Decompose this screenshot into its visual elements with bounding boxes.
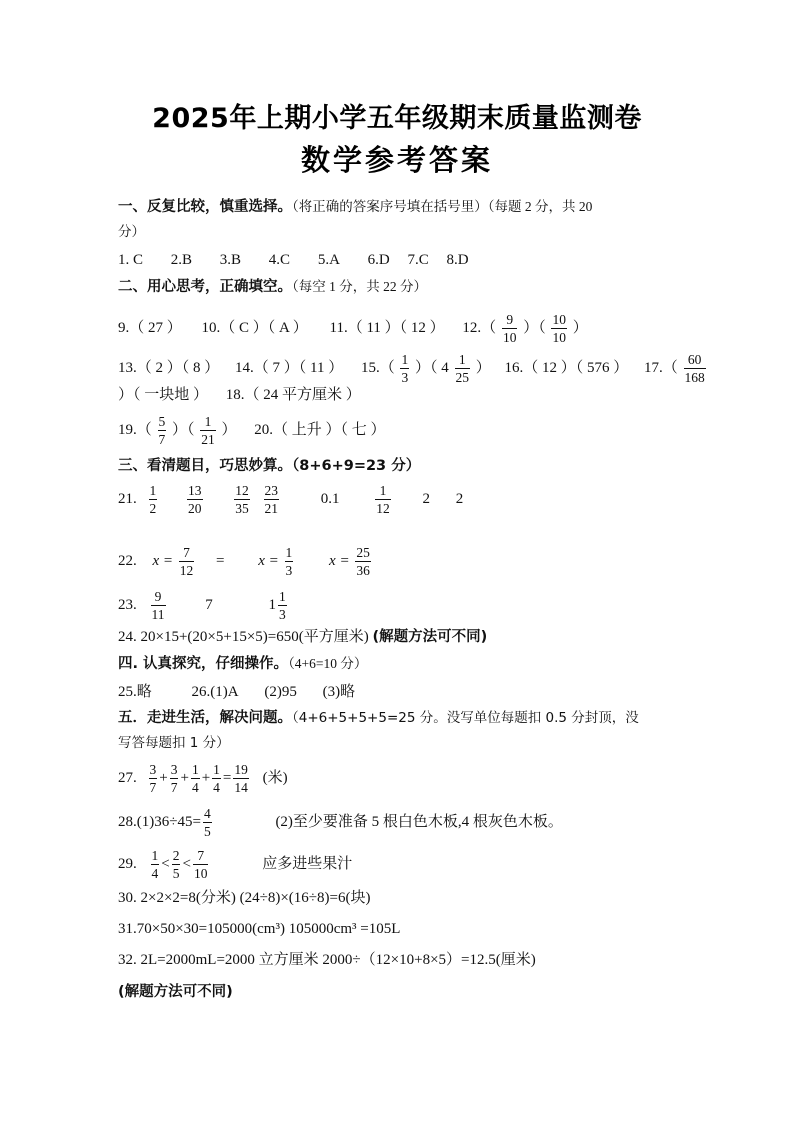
numerator: 9	[151, 589, 166, 606]
section-5-note: （4+6+5+5+5=25 分。没写单位每题扣 0.5 分封顶，没	[292, 710, 639, 726]
numerator: 1	[151, 848, 159, 863]
q22-fraction-1	[179, 545, 195, 578]
denominator: 168	[684, 370, 705, 385]
answer-8: 8.D	[446, 252, 469, 268]
q22-x-2: x =	[258, 552, 279, 569]
denominator: 10	[193, 866, 208, 881]
q12-fraction-1	[502, 312, 518, 345]
q27-fraction-1	[149, 762, 158, 795]
numerator: 1	[279, 589, 286, 604]
q31-answer: 31.70×50×30=105000(cm³) 105000cm³ =105L	[118, 921, 401, 937]
numerator: 7	[179, 545, 195, 562]
denominator: 11	[151, 607, 165, 622]
q17-label: 17.（	[644, 359, 678, 376]
section-5-header	[118, 708, 639, 728]
section-1-note: （将正确的答案序号填在括号里）（每题 2 分，共 20	[292, 199, 593, 214]
final-note: (解题方法可不同)	[118, 984, 233, 1000]
denominator: 7	[158, 432, 166, 447]
section-1-header	[118, 197, 592, 217]
answers-17-18	[118, 385, 361, 405]
q11-answer: 11.（ 11 ）（ 12 ）	[329, 319, 445, 336]
section-5-heading: 五．走进生活，解决问题。	[118, 710, 292, 726]
q21-row	[118, 483, 463, 516]
denominator: 12	[179, 563, 194, 578]
q21-fraction-5	[375, 483, 391, 516]
q30-answer: 30. 2×2×2=8(分米) (24÷8)×(16÷8)=6(块)	[118, 890, 371, 906]
section-2-heading: 二、用心思考，正确填空。	[118, 279, 292, 295]
denominator: 7	[170, 780, 178, 795]
numerator: 1	[285, 545, 293, 560]
q23-fraction-2	[278, 589, 287, 622]
numerator: 3	[149, 762, 157, 777]
answer-6: 6.D	[367, 252, 390, 268]
denominator: 3	[279, 607, 286, 622]
plus-sign: +	[201, 769, 211, 786]
answer-7: 7.C	[407, 252, 429, 268]
q23-whole: 1	[268, 596, 276, 613]
q19-fraction-1	[158, 414, 167, 447]
q27-unit: (米)	[262, 769, 288, 786]
numerator: 1	[213, 762, 220, 777]
q22-label: 22.	[118, 552, 137, 569]
numerator: 10	[552, 312, 566, 327]
numerator: 19	[234, 762, 248, 777]
q28-fraction	[203, 806, 212, 839]
q26-part-2: (2)95	[264, 684, 297, 700]
numerator: 25	[356, 545, 370, 560]
denominator: 3	[401, 370, 409, 385]
section-4-header	[118, 654, 367, 674]
section-3-heading: 三、看清题目，巧思妙算。（8+6+9=23 分）	[118, 458, 421, 474]
answers-9-12	[118, 312, 588, 345]
numerator: 60	[684, 352, 706, 369]
denominator: 21	[264, 501, 278, 516]
q23-value: 7	[205, 596, 213, 613]
q9-answer: 9.（ 27 ）	[118, 319, 182, 336]
denominator: 10	[552, 330, 566, 345]
numerator: 1	[200, 414, 216, 431]
q27-row	[118, 762, 288, 795]
answers-25-26	[118, 682, 355, 702]
q15-end: ）	[475, 359, 491, 376]
q21-value-1: 0.1	[320, 490, 340, 507]
plus-sign: +	[180, 769, 189, 786]
q28-label: 28.(1)36÷45=	[118, 813, 201, 830]
section-1-note-cont: 分）	[118, 224, 145, 239]
denominator: 12	[376, 501, 390, 516]
q29-row	[118, 848, 352, 881]
q28-part-2: (2)至少要准备 5 根白色木板,4 根灰色木板。	[275, 813, 563, 830]
numerator: 3	[170, 762, 178, 777]
q23-fraction-1	[151, 589, 166, 622]
denominator: 2	[149, 501, 157, 516]
q12-end: ）	[572, 319, 588, 336]
numerator: 2	[172, 848, 180, 863]
q23-label: 23.	[118, 596, 137, 613]
denominator: 21	[201, 432, 215, 447]
q24-note: (解题方法可不同)	[372, 629, 488, 645]
q21-fraction-3	[234, 483, 250, 516]
denominator: 20	[188, 501, 202, 516]
q22-equals: =	[216, 552, 225, 569]
denominator: 10	[502, 330, 517, 345]
q29-fraction-2	[172, 848, 181, 881]
q21-value-2: 2	[422, 490, 430, 507]
q19-end: ）	[221, 421, 237, 438]
numerator: 4	[203, 806, 211, 821]
answers-19-20	[118, 414, 386, 447]
numerator: 9	[502, 312, 518, 329]
answer-4: 4.C	[268, 252, 291, 268]
q27-fraction-4	[212, 762, 221, 795]
page-subtitle: 数学参考答案	[300, 143, 493, 177]
q28-row	[118, 806, 563, 839]
denominator: 5	[172, 866, 180, 881]
denominator: 4	[151, 866, 159, 881]
answer-5: 5.A	[317, 252, 340, 268]
numerator: 1	[191, 762, 199, 777]
denominator: 5	[203, 824, 211, 839]
section-4-heading: 四. 认真探究，仔细操作。	[118, 656, 289, 672]
numerator: 1	[149, 483, 157, 498]
q29-label: 29.	[118, 855, 137, 872]
q17-cont: ）（ 一块地 ）	[118, 387, 209, 403]
q21-fraction-4	[264, 483, 280, 516]
q22-fraction-2	[285, 545, 294, 578]
q19-fraction-2	[200, 414, 216, 447]
less-than-sign: <	[161, 855, 170, 872]
q21-value-3: 2	[455, 490, 464, 507]
answer-2: 2.B	[170, 252, 193, 268]
q21-label: 21.	[118, 490, 137, 507]
q23-row	[118, 589, 289, 622]
q29-conclusion: 应多进些果汁	[262, 855, 353, 872]
section-1-heading: 一、反复比较，慎重选择。	[118, 199, 292, 215]
q12-label: 12.（	[462, 319, 497, 336]
denominator: 4	[191, 780, 199, 795]
q17-fraction	[684, 352, 706, 385]
q12-mid: ）（	[523, 319, 546, 336]
q22-fraction-3	[355, 545, 371, 578]
q15-mid: ）（ 4	[414, 359, 449, 376]
q15-fraction-1	[400, 352, 409, 385]
q27-fraction-5	[233, 762, 249, 795]
q22-x-1: x =	[152, 552, 174, 569]
q27-fraction-3	[191, 762, 200, 795]
q10-answer: 10.（ C ）（ A ）	[201, 319, 308, 336]
numerator: 1	[375, 483, 391, 500]
page-title: 2025年上期小学五年级期末质量监测卷	[152, 103, 642, 134]
q14-answer: 14.（ 7 ）（ 11 ）	[235, 359, 344, 376]
q19-label: 19.（	[118, 421, 152, 438]
q15-label: 15.（	[360, 359, 395, 376]
q29-fraction-3	[193, 848, 209, 881]
q25-answer: 25.略	[118, 684, 152, 700]
section-2-note: （每空 1 分，共 22 分）	[292, 279, 427, 294]
q24-answer: 24. 20×15+(20×5+15×5)=650(平方厘米)	[118, 629, 369, 645]
q27-fraction-2	[170, 762, 179, 795]
denominator: 3	[285, 563, 293, 578]
q19-mid: ）（	[172, 421, 195, 438]
numerator: 13	[188, 483, 202, 498]
section-1-answers	[118, 250, 469, 270]
q20-answer: 20.（ 上升 ）（ 七 ）	[254, 421, 386, 438]
section-5-note-cont: 写答每题扣 1 分）	[118, 735, 230, 751]
plus-sign: +	[159, 769, 168, 786]
denominator: 14	[234, 780, 248, 795]
denominator: 25	[455, 370, 469, 385]
q29-fraction-1	[151, 848, 160, 881]
q21-fraction-2	[187, 483, 203, 516]
numerator: 5	[158, 414, 166, 429]
q24-row	[118, 627, 487, 647]
answer-3: 3.B	[219, 252, 242, 268]
q22-x-3: x =	[329, 552, 350, 569]
q12-fraction-2	[551, 312, 567, 345]
q15-fraction-2	[455, 352, 471, 385]
section-4-note: （4+6=10 分）	[288, 656, 368, 671]
less-than-sign: <	[182, 855, 191, 872]
denominator: 35	[235, 501, 249, 516]
denominator: 7	[149, 780, 157, 795]
section-2-header	[118, 277, 427, 297]
q32-answer: 32. 2L=2000mL=2000 立方厘米 2000÷（12×10+8×5）=12.5(厘米)	[118, 952, 536, 968]
denominator: 36	[356, 563, 370, 578]
numerator: 12	[235, 483, 249, 498]
q22-row	[118, 545, 373, 578]
numerator: 1	[401, 352, 409, 367]
answer-1: 1. C	[118, 252, 144, 268]
answers-13-17	[118, 352, 708, 385]
q27-label: 27.	[118, 769, 137, 786]
q26-part-1: 26.(1)A	[191, 684, 239, 700]
numerator: 1	[455, 352, 471, 369]
q21-fraction-1	[149, 483, 158, 516]
numerator: 7	[193, 848, 209, 865]
q26-part-3: (3)略	[322, 684, 356, 700]
q18-answer: 18.（ 24 平方厘米 ）	[225, 387, 361, 403]
numerator: 23	[264, 483, 278, 498]
denominator: 4	[213, 780, 220, 795]
q13-answer: 13.（ 2 ）（ 8 ）	[118, 359, 220, 376]
equals-sign: =	[222, 769, 232, 786]
q16-answer: 16.（ 12 ）（ 576 ）	[504, 359, 629, 376]
